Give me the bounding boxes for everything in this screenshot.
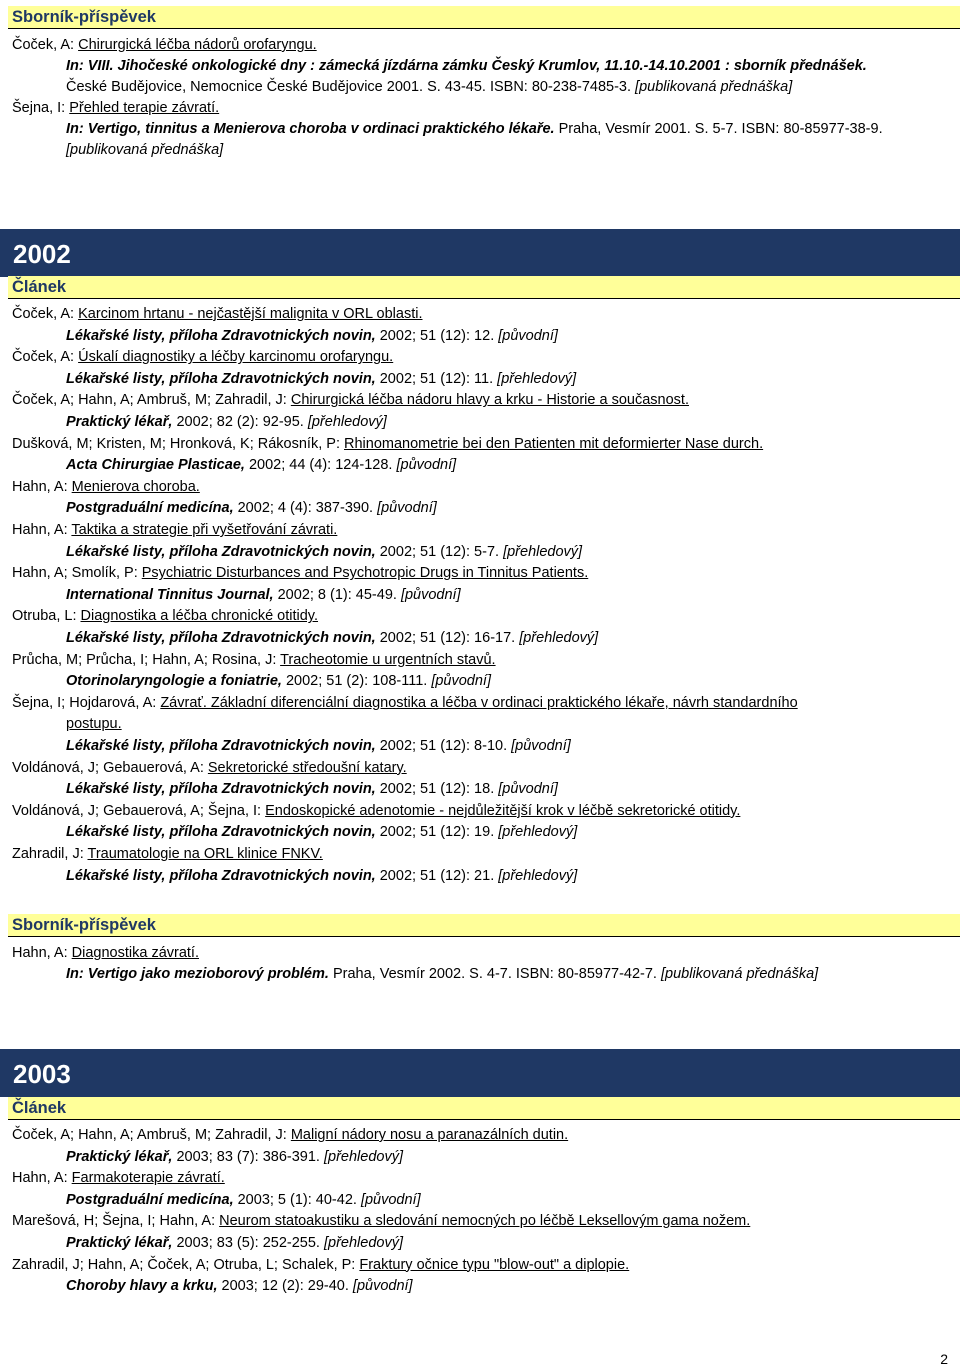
entry-authors-line	[12, 477, 950, 497]
entry-title-link[interactable]: Traumatologie na ORL klinice FNKV.	[87, 846, 323, 862]
entry-reference: 2002; 44 (4): 124-128.	[244, 457, 397, 474]
entry-title-link[interactable]: Chirurgická léčba nádoru hlavy a krku - Historie a současnost.	[290, 392, 689, 409]
entry-source-line	[66, 964, 950, 984]
entry-reference: 2003; 83 (7): 386-391.	[172, 1148, 324, 1165]
entry-source-line	[66, 498, 950, 518]
entry-authors-line	[12, 347, 950, 367]
entry-journal: Praktický lékař,	[66, 1148, 173, 1165]
entry-type-tag: [přehledový]	[497, 370, 577, 387]
entry-reference: 2002; 4 (4): 387-390.	[233, 500, 378, 517]
entry-authors: Zahradil, J:	[12, 846, 88, 862]
entry-publisher: Praha, Vesmír 2002. S. 4-7. ISBN: 80-85977-42-7.	[328, 966, 661, 982]
entry-title-link[interactable]: Psychiatric Disturbances and Psychotropic Drugs in Tinnitus Patients.	[141, 565, 589, 582]
entry-source-line	[66, 369, 950, 389]
entry-title-link[interactable]: postupu.	[66, 716, 122, 733]
section-heading-articles: Článek	[8, 1097, 960, 1120]
section-heading-proceedings: Sborník-příspěvek	[8, 914, 960, 937]
entry-proceedings: In: VIII. Jihočeské onkologické dny : zámecká jízdárna zámku Český Krumlov, 11.10.-14.10.2001 : sborník přednášek.	[66, 58, 867, 74]
entry-authors: Šejna, I; Hojdarová, A:	[12, 694, 161, 711]
entry-authors: Průcha, M; Průcha, I; Hahn, A; Rosina, J:	[12, 651, 281, 668]
entry-journal: Lékařské listy, příloha Zdravotnických novin,	[66, 824, 376, 841]
entry-title-link[interactable]: Tracheotomie u urgentních stavů.	[280, 651, 496, 668]
entry-title-link[interactable]: Diagnostika a léčba chronické otitidy.	[80, 608, 319, 625]
entry-title-link[interactable]: Fraktury očnice typu "blow-out" a diplopie.	[359, 1256, 630, 1273]
entry-type-tag: [přehledový]	[519, 630, 599, 646]
entry-authors-line	[12, 844, 950, 864]
entry-journal: Lékařské listy, příloha Zdravotnických novin,	[66, 867, 376, 884]
entry-authors: Čoček, A; Hahn, A; Ambruš, M; Zahradil, J:	[12, 1127, 291, 1143]
entry-reference: 2002; 51 (12): 19.	[375, 824, 499, 841]
entry-type-tag: [původní]	[360, 1191, 421, 1208]
entry-authors-line	[12, 801, 950, 821]
entry-title-link[interactable]: Menierova choroba.	[71, 478, 200, 495]
entry-type-tag: [přehledový]	[498, 824, 578, 841]
entry-authors: Čoček, A; Hahn, A; Ambruš, M; Zahradil, J:	[12, 392, 291, 409]
entry-reference: 2002; 8 (1): 45-49.	[273, 586, 401, 603]
entry-type-tag: [publikovaná přednáška]	[635, 79, 793, 95]
entry-source-line	[66, 119, 950, 139]
entry-journal: Postgraduální medicína,	[66, 1191, 234, 1208]
entry-journal: Acta Chirurgiae Plasticae,	[66, 457, 245, 474]
entry-reference: 2002; 51 (12): 18.	[375, 781, 499, 798]
entry-source-line	[66, 455, 950, 475]
entry-reference: 2003; 12 (2): 29-40.	[217, 1278, 353, 1295]
entry-journal: Praktický lékař,	[66, 414, 173, 430]
entry-reference: 2003; 83 (5): 252-255.	[172, 1235, 324, 1251]
entry-type-tag: [přehledový]	[498, 867, 578, 884]
entry-authors: Šejna, I:	[12, 100, 70, 116]
entry-title-continuation-line	[66, 714, 950, 734]
entry-type-tag: [přehledový]	[323, 1235, 403, 1251]
entry-authors: Zahradil, J; Hahn, A; Čoček, A; Otruba, L; Schalek, P:	[12, 1256, 360, 1273]
entry-type-line	[66, 140, 950, 160]
entry-type-tag: [původní]	[396, 457, 457, 474]
entry-publisher: České Budějovice, Nemocnice České Budějovice 2001. S. 43-45. ISBN: 80-238-7485-3.	[66, 79, 636, 95]
entry-source-line	[66, 1190, 950, 1210]
entry-authors-line	[12, 434, 950, 454]
entry-authors: Otruba, L:	[12, 608, 81, 625]
entry-authors-line	[12, 304, 950, 324]
entry-source-line	[66, 1233, 950, 1253]
entry-journal: Lékařské listy, příloha Zdravotnických novin,	[66, 327, 376, 344]
entry-type-tag: [publikovaná přednáška]	[661, 966, 819, 982]
entry-source-line	[66, 412, 950, 432]
entry-reference: 2002; 51 (2): 108-111.	[281, 673, 432, 690]
entry-title-link[interactable]: Diagnostika závratí.	[71, 945, 199, 961]
entry-authors: Marešová, H; Šejna, I; Hahn, A:	[12, 1213, 220, 1230]
entry-source-line	[66, 56, 950, 76]
entry-authors-line	[12, 563, 950, 583]
entry-type-tag: [přehledový]	[307, 414, 387, 430]
entry-type-tag: [původní]	[352, 1278, 413, 1295]
entry-title-link[interactable]: Taktika a strategie při vyšetřování závrati.	[71, 522, 338, 538]
entry-proceedings: In: Vertigo jako mezioborový problém.	[66, 966, 329, 982]
entry-title-link[interactable]: Karcinom hrtanu - nejčastější malignita v ORL oblasti.	[78, 306, 423, 322]
entry-journal: Otorinolaryngologie a foniatrie,	[66, 673, 282, 690]
entry-journal: Lékařské listy, příloha Zdravotnických novin,	[66, 543, 376, 560]
entry-publisher: Praha, Vesmír 2001. S. 5-7. ISBN: 80-85977-38-9.	[554, 121, 883, 137]
entry-authors: Hahn, A:	[12, 478, 72, 495]
entry-type-tag: [publikovaná přednáška]	[66, 142, 224, 158]
entry-reference: 2002; 51 (12): 16-17.	[375, 630, 520, 646]
entry-source-line	[66, 1276, 950, 1296]
entry-source-line	[66, 736, 950, 756]
entry-reference: 2002; 51 (12): 8-10.	[375, 738, 512, 754]
entry-authors-line	[12, 390, 950, 410]
entry-authors-line	[12, 650, 950, 670]
entry-type-tag: [původní]	[511, 738, 571, 754]
entry-reference: 2003; 5 (1): 40-42.	[233, 1191, 361, 1208]
year-header-2002: 2002	[0, 229, 960, 277]
entry-authors-line	[12, 606, 950, 626]
entry-journal: Lékařské listy, příloha Zdravotnických novin,	[66, 738, 376, 754]
entry-authors: Voldánová, J; Gebauerová, A; Šejna, I:	[12, 802, 266, 819]
entry-proceedings: In: Vertigo, tinnitus a Menierova choroba v ordinaci praktického lékaře.	[66, 121, 555, 137]
section-heading-articles: Článek	[8, 276, 960, 299]
entry-reference: 2002; 51 (12): 11.	[375, 370, 498, 387]
entry-title-link[interactable]: Sekretorické středoušní katary.	[207, 759, 407, 776]
section-heading-proceedings: Sborník-příspěvek	[8, 6, 960, 29]
entry-authors: Hahn, A; Smolík, P:	[12, 565, 142, 582]
entry-source-line	[66, 326, 950, 346]
entry-source-line	[66, 779, 950, 799]
entry-journal: Lékařské listy, příloha Zdravotnických novin,	[66, 781, 376, 798]
entry-journal: Lékařské listy, příloha Zdravotnických novin,	[66, 370, 376, 387]
entry-type-tag: [přehledový]	[503, 543, 583, 560]
entry-title-link[interactable]: Úskalí diagnostiky a léčby karcinomu orofaryngu.	[78, 349, 394, 366]
entry-authors: Čoček, A:	[12, 37, 79, 53]
entry-source-line	[66, 585, 950, 605]
entry-type-tag: [původní]	[498, 781, 558, 798]
entry-reference: 2002; 51 (12): 5-7.	[375, 543, 504, 560]
entry-title-link[interactable]: Endoskopické adenotomie - nejdůležitější krok v léčbě sekretorické otitidy.	[265, 802, 741, 819]
entry-authors: Hahn, A:	[12, 522, 72, 538]
entry-authors: Voldánová, J; Gebauerová, A:	[12, 759, 208, 776]
entry-type-tag: [původní]	[431, 673, 491, 690]
entry-authors-line	[12, 98, 950, 118]
entry-authors-line	[12, 1255, 950, 1275]
entry-journal: International Tinnitus Journal,	[66, 586, 274, 603]
entry-source-line	[66, 1147, 950, 1167]
entry-authors: Dušková, M; Kristen, M; Hronková, K; Rákosník, P:	[12, 435, 344, 452]
entry-title-link[interactable]: Závrať. Základní diferenciální diagnostika a léčba v ordinaci praktického lékaře, návrh standardního	[160, 694, 798, 711]
entry-source-line	[66, 866, 950, 886]
entry-authors: Čoček, A:	[12, 349, 79, 366]
entry-reference: 2002; 51 (12): 12.	[375, 327, 499, 344]
entry-title-link[interactable]: Chirurgická léčba nádorů orofaryngu.	[78, 37, 317, 53]
entry-journal: Postgraduální medicína,	[66, 500, 234, 517]
entry-title-link[interactable]: Maligní nádory nosu a paranazálních dutin.	[290, 1127, 569, 1143]
entry-type-tag: [původní]	[377, 500, 437, 517]
entry-journal: Lékařské listy, příloha Zdravotnických novin,	[66, 630, 376, 646]
entry-reference: 2002; 51 (12): 21.	[375, 867, 499, 884]
entry-source-line	[66, 822, 950, 842]
entry-publisher-line	[66, 77, 950, 97]
entry-authors-line	[12, 758, 950, 778]
entry-authors-line	[12, 943, 950, 963]
entry-authors-line	[12, 1211, 950, 1231]
entry-authors-line	[12, 520, 950, 540]
entry-authors: Hahn, A:	[12, 1170, 72, 1187]
entry-reference: 2002; 82 (2): 92-95.	[172, 414, 308, 430]
entry-type-tag: [původní]	[400, 586, 461, 603]
entry-authors-line	[12, 1125, 950, 1145]
entry-authors: Hahn, A:	[12, 945, 72, 961]
entry-authors-line	[12, 693, 950, 713]
entry-title-link[interactable]: Přehled terapie závratí.	[69, 100, 220, 116]
entry-type-tag: [původní]	[498, 327, 558, 344]
page-number: 2	[940, 1351, 948, 1367]
entry-authors-line	[12, 1168, 950, 1188]
entry-title-link[interactable]: Rhinomanometrie bei den Patienten mit deformierter Nase durch.	[344, 435, 764, 452]
entry-type-tag: [přehledový]	[323, 1148, 403, 1165]
entry-source-line	[66, 671, 950, 691]
entry-source-line	[66, 628, 950, 648]
entry-authors: Čoček, A:	[12, 306, 79, 322]
entry-journal: Praktický lékař,	[66, 1235, 173, 1251]
entry-title-link[interactable]: Neurom statoakustiku a sledování nemocných po léčbě Leksellovým gama nožem.	[219, 1213, 751, 1230]
entry-source-line	[66, 542, 950, 562]
entry-title-link[interactable]: Farmakoterapie závratí.	[71, 1170, 225, 1187]
entry-authors-line	[12, 35, 950, 55]
year-header-2003: 2003	[0, 1049, 960, 1097]
entry-journal: Choroby hlavy a krku,	[66, 1278, 218, 1295]
